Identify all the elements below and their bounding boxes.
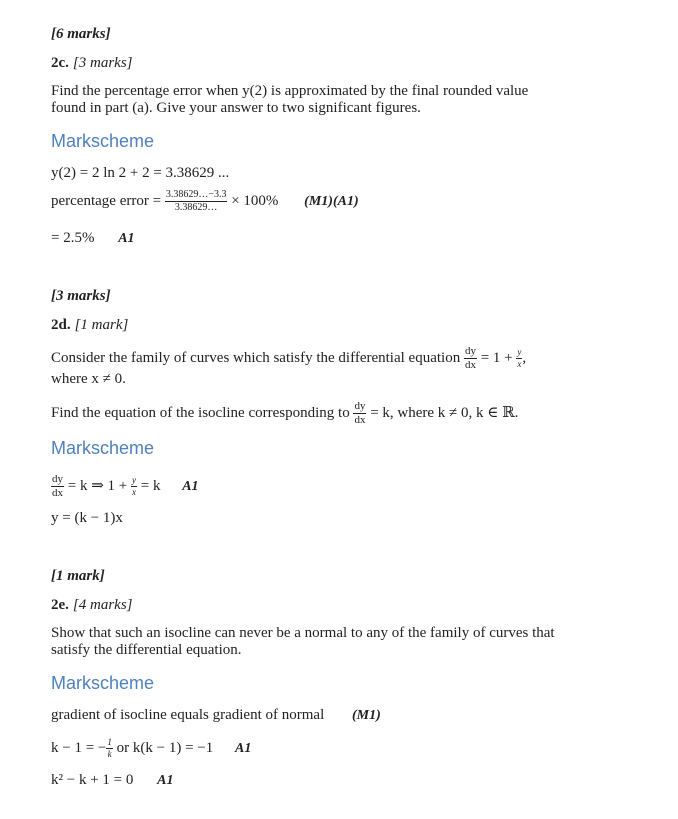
- fraction-denominator: x: [517, 359, 522, 369]
- question-marks: [1 mark]: [74, 317, 129, 333]
- fraction-y-x: [131, 476, 137, 497]
- fraction-denominator: dx: [354, 414, 366, 426]
- markscheme-heading: Markscheme: [51, 131, 155, 151]
- expr-text: × 100%: [231, 192, 279, 209]
- question-header-2c: [51, 54, 133, 72]
- expr-text: or k(k − 1) = −1: [116, 739, 214, 756]
- markscheme-line: y(2) = 2 ln 2 + 2 = 3.38629 ...: [51, 165, 230, 181]
- fraction-numerator: dy: [354, 400, 366, 412]
- markscheme-line: [51, 474, 199, 499]
- expr-text: gradient of isocline equals gradient of normal: [51, 707, 325, 723]
- question-text-line: where x ≠ 0.: [51, 371, 126, 387]
- markscheme-heading: Markscheme: [51, 438, 155, 458]
- mark-award: (M1)(A1): [304, 193, 359, 209]
- expr-text: = k: [140, 477, 161, 494]
- question-text-line: [51, 401, 518, 426]
- question-number: 2d.: [51, 317, 71, 333]
- expr-text: ,: [522, 349, 527, 366]
- question-text-line: satisfy the differential equation.: [51, 642, 242, 658]
- fraction-dy-dx: [51, 474, 64, 499]
- expr-text: Find the equation of the isocline corresponding to: [51, 404, 350, 421]
- question-marks: [3 marks]: [72, 55, 133, 71]
- fraction: [165, 190, 228, 213]
- fraction-denominator: dx: [52, 487, 63, 499]
- mark-award: A1: [182, 478, 199, 494]
- mark-award: A1: [118, 231, 135, 246]
- markscheme-line: [51, 707, 381, 724]
- fraction-numerator: dy: [464, 345, 476, 357]
- fraction-numerator: y: [517, 347, 522, 357]
- expr-text: k² − k + 1 = 0: [51, 772, 134, 788]
- fraction-numerator: y: [132, 475, 136, 485]
- expr-text: Consider the family of curves which satisfy the differential equation: [51, 349, 461, 366]
- mark-award: (M1): [352, 708, 381, 723]
- markscheme-line: [51, 738, 251, 759]
- fraction-denominator: 3.38629…: [174, 202, 218, 213]
- mark-award: A1: [235, 740, 252, 756]
- question-header-2d: [51, 316, 128, 334]
- question-text-line: Show that such an isocline can never be a normal to any of the family of curves that: [51, 625, 555, 641]
- marks-total-previous: [3 marks]: [51, 288, 111, 304]
- fraction-dy-dx: [464, 346, 477, 371]
- mark-award: A1: [157, 773, 174, 788]
- question-number: 2c.: [51, 55, 69, 71]
- fraction-denominator: dx: [464, 359, 476, 371]
- markscheme-line-percentage: [51, 190, 359, 213]
- markscheme-line: [51, 772, 173, 789]
- markscheme-line: y = (k − 1)x: [51, 510, 123, 526]
- question-marks: [4 marks]: [72, 597, 133, 613]
- fraction-denominator: x: [132, 487, 136, 497]
- fraction-numerator: 1: [107, 737, 112, 747]
- expr-text: = k, where k ≠ 0, k ∈ ℝ.: [370, 404, 519, 421]
- marks-total-previous: [1 mark]: [51, 568, 105, 584]
- expr-text: percentage error =: [51, 192, 162, 209]
- question-number: 2e.: [51, 597, 69, 613]
- marks-total-previous: [6 marks]: [51, 26, 111, 42]
- question-header-2e: [51, 596, 133, 614]
- question-text-line: Find the percentage error when y(2) is approximated by the final rounded value: [51, 83, 529, 99]
- expr-text: = 2.5%: [51, 230, 95, 246]
- markscheme-heading: Markscheme: [51, 673, 155, 693]
- markscheme-line: [51, 230, 135, 247]
- fraction-dy-dx: [353, 401, 366, 426]
- expr-text: k − 1 = −: [51, 739, 107, 756]
- fraction-denominator: k: [107, 749, 112, 759]
- expr-text: = k ⇒ 1 +: [67, 477, 128, 494]
- fraction-numerator: dy: [52, 473, 63, 485]
- fraction-1-k: [106, 738, 113, 759]
- expr-text: = 1 +: [480, 349, 513, 366]
- fraction-numerator: 3.38629…−3.3: [165, 189, 227, 200]
- question-text-line: [51, 346, 526, 371]
- question-text-line: found in part (a). Give your answer to two significant figures.: [51, 100, 421, 116]
